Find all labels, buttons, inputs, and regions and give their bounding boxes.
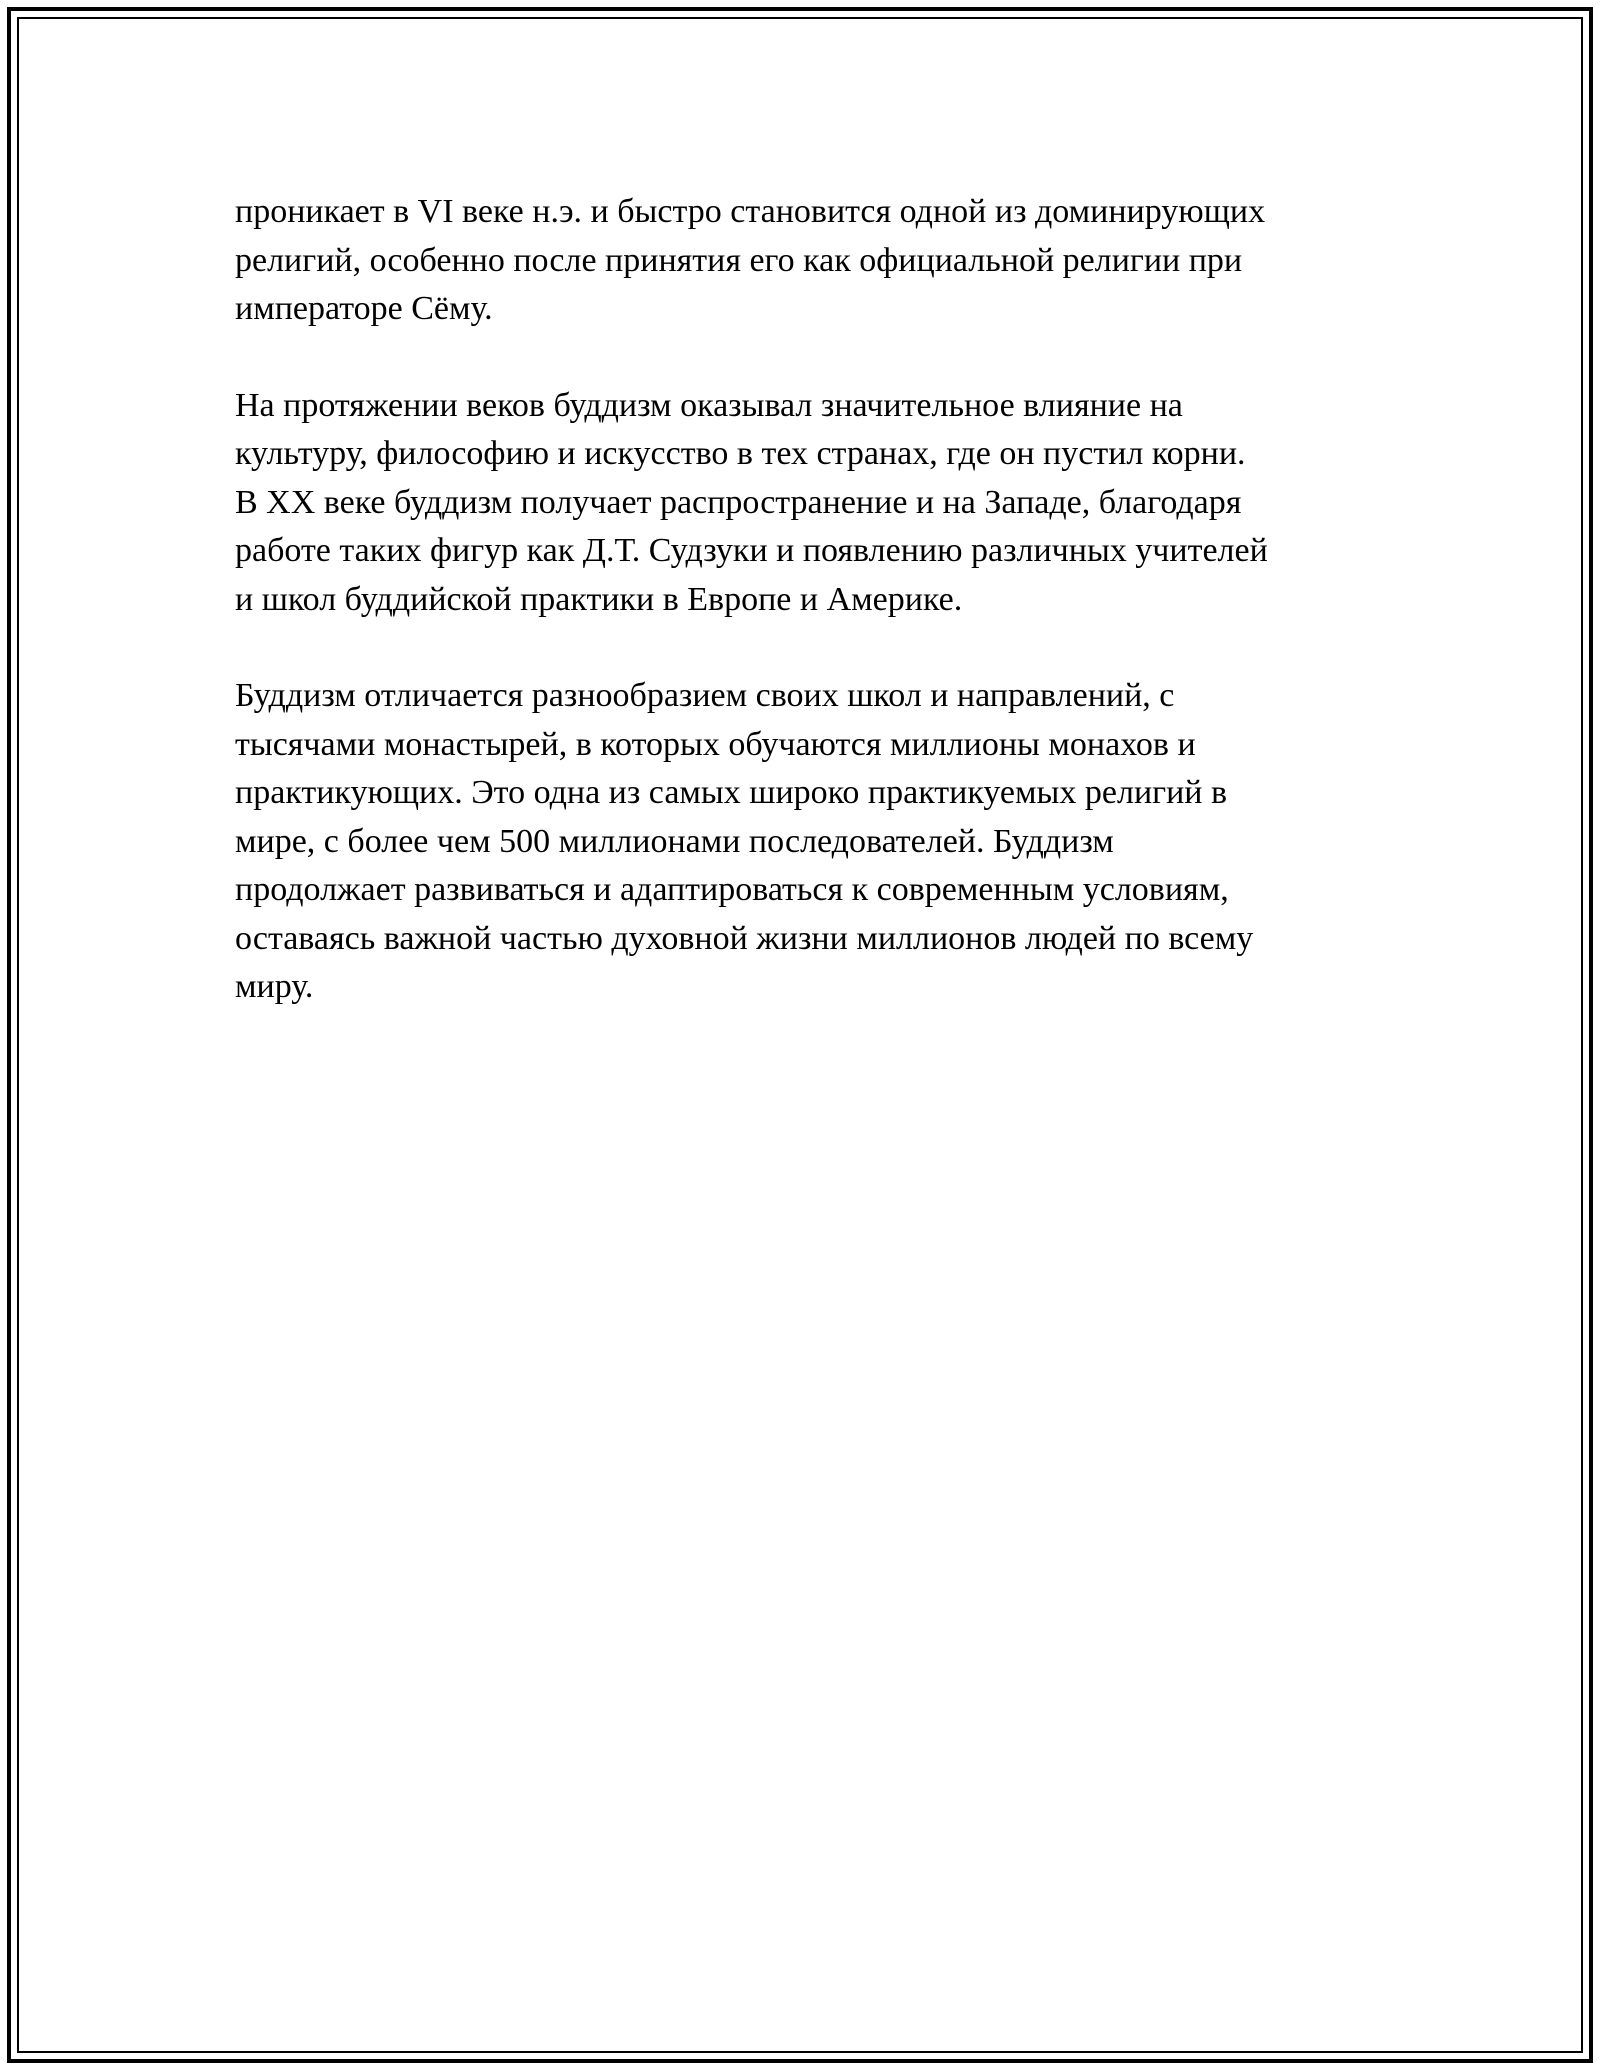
text-line: продолжает развиваться и адаптироваться к современным условиям, [235,871,1229,908]
text-line: культуру, философию и искусство в тех странах, где он пустил корни. [235,435,1246,472]
text-line: оставаясь важной частью духовной жизни миллионов людей по всему [235,919,1254,957]
text-line: императоре Сёму. [235,290,493,327]
text-line: Буддизм отличается разнообразием своих школ и направлений, с [235,677,1175,714]
text-line: На протяжении веков буддизм оказывал значительное влияние на [235,386,1183,424]
document-body [235,188,1395,1060]
paragraph-1 [235,188,1395,334]
text-line: религий, особенно после принятия его как официальной религии при [235,241,1243,279]
text-line: и школ буддийской практики в Европе и Америке. [235,580,963,618]
text-line: В XX веке буддизм получает распространение и на Западе, благодаря [235,483,1242,521]
text-line: тысячами монастырей, в которых обучаются миллионы монахов и [235,725,1196,763]
text-line: мире, с более чем 500 миллионами последователей. Буддизм [235,822,1114,860]
text-line: практикующих. Это одна из самых широко практикуемых религий в [235,774,1228,811]
text-line: миру. [235,968,314,1005]
paragraph-3 [235,672,1395,1012]
text-line: проникает в VI веке н.э. и быстро становится одной из доминирующих [235,193,1266,230]
paragraph-2 [235,382,1395,625]
text-line: работе таких фигур как Д.Т. Судзуки и появлению различных учителей [235,532,1268,569]
